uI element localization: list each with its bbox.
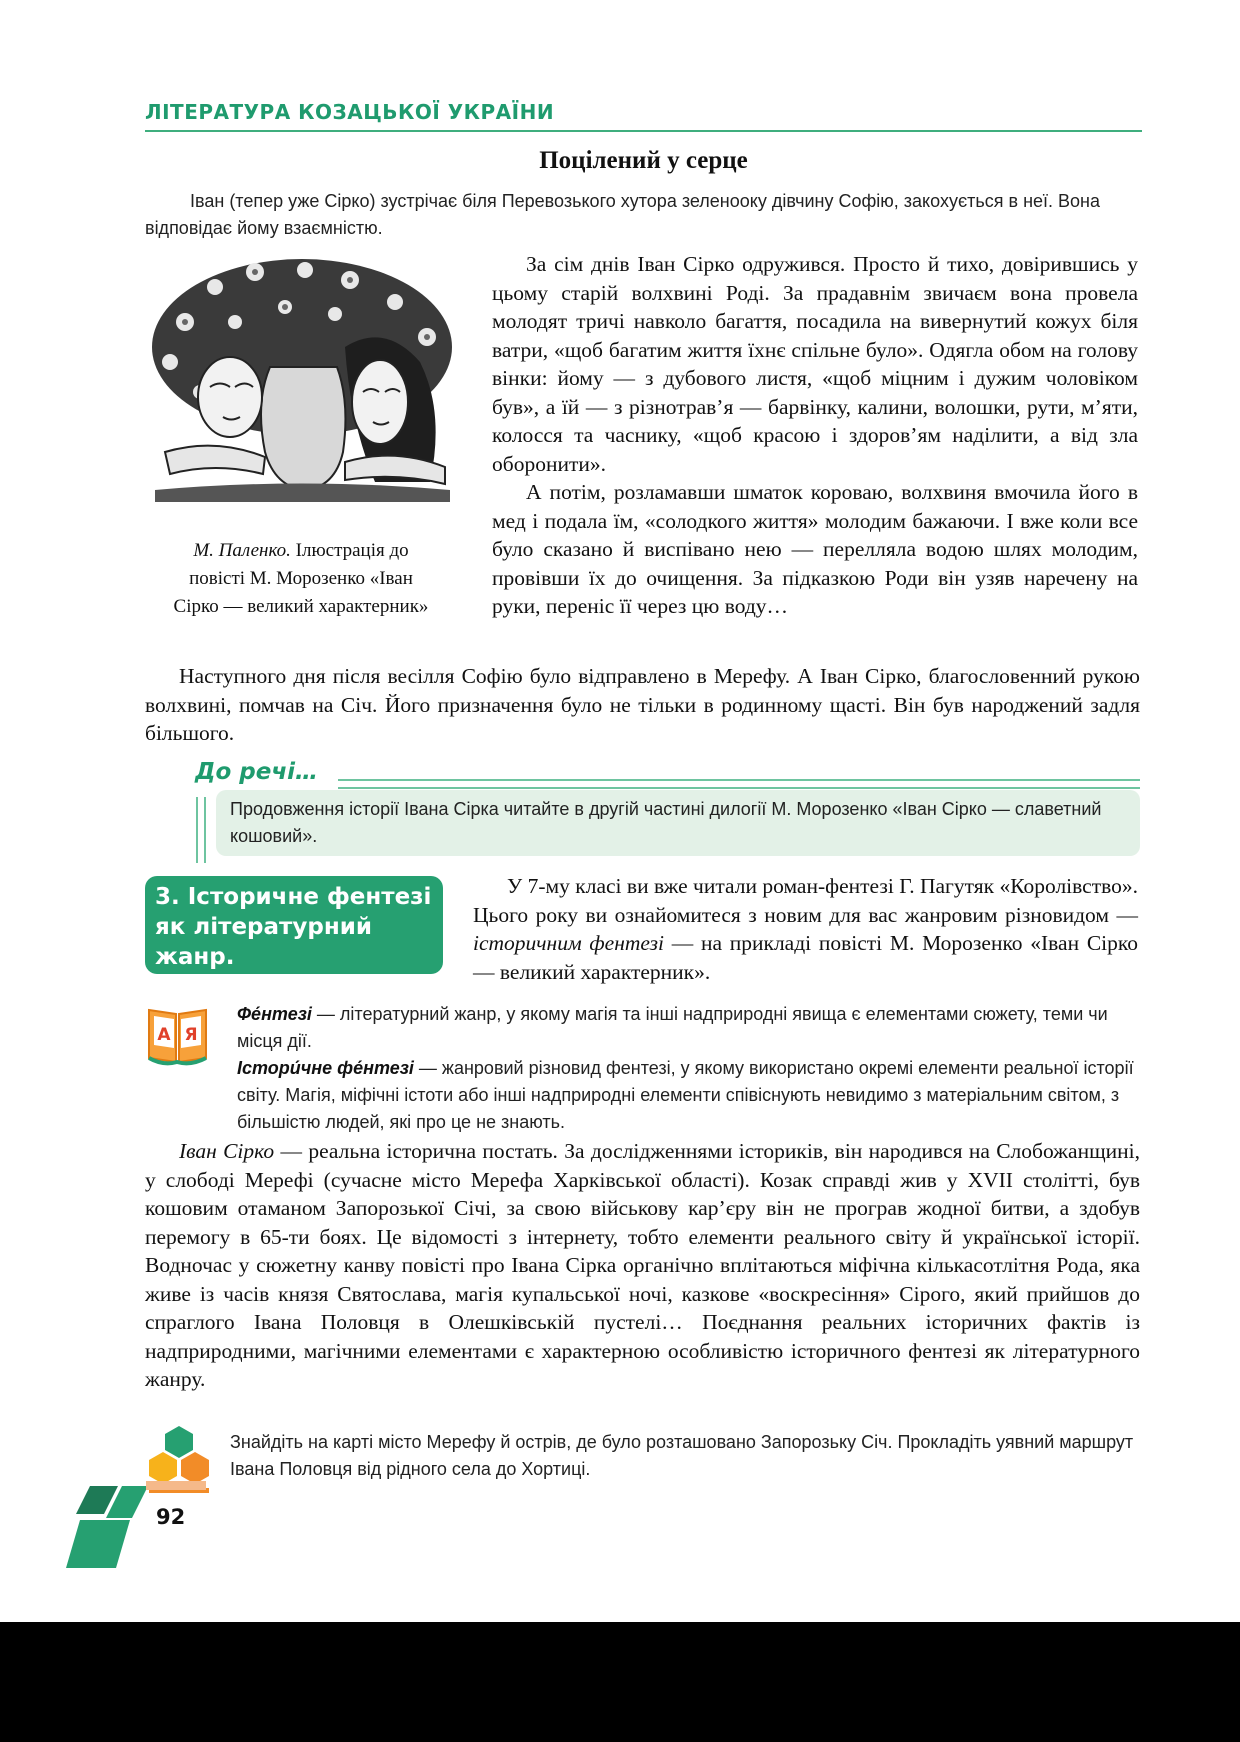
definition-item [237, 1055, 1140, 1136]
header-rule [145, 130, 1142, 132]
intro-emphasis: історичним фентезі [473, 931, 665, 955]
definition-text: — жанровий різновид фентезі, у якому використано окремі елементи реальної історії світу. Магія, міфічні істоти або інші надприродні елементи співіснують невидимо з матеріальним світом, з більшістю людей, які про це не знають. [237, 1058, 1134, 1132]
story-column [492, 250, 1138, 621]
caption-author: М. Паленко. [193, 540, 291, 561]
note-title: До речі… [195, 759, 319, 785]
caption-text: Ілюстрація до повісті М. Морозенко «Іван Сірко — великий характерник» [173, 540, 429, 617]
main-paragraph-block [145, 1137, 1140, 1394]
definition-text: — літературний жанр, у якому магія та інші надприродні явища є елементами сюжету, теми чи місця дії. [237, 1004, 1108, 1051]
chapter-summary: Іван (тепер уже Сірко) зустрічає біля Перевозького хутора зеленооку дівчину Софію, закохується в неї. Вона відповідає йому взаємністю. [145, 191, 1100, 238]
note-text: Продовження історії Івана Сірка читайте в другій частині дилогії М. Морозенко «Іван Сірко — славетний кошовий». [230, 799, 1102, 846]
note-box [216, 790, 1140, 856]
main-emphasis: Іван Сірко [179, 1139, 275, 1163]
page-number: 92 [156, 1505, 186, 1529]
main-paragraph [145, 1137, 1140, 1394]
illustration-couple-flowers [145, 252, 460, 514]
running-header-title: ЛІТЕРАТУРА КОЗАЦЬКОЇ УКРАЇНИ [145, 100, 555, 124]
story-paragraph-2: А потім, розламавши шматок короваю, волхвиня вмочила його в мед і подала їм, «солодкого життя» молодим бажаючи. І вже коли все було сказано й виспівано нею — перелляла водою шлях молодим, провівши їх до очищення. За підказкою Роди він узяв наречену на руки, переніс її через цю воду… [492, 480, 1138, 618]
intro-text-b: — на прикладі повісті М. Морозенко «Іван Сірко — великий характерник». [473, 931, 1138, 984]
dictionary-book-icon [145, 1004, 210, 1066]
definitions [237, 1001, 1140, 1136]
main-text: — реальна історична постать. За дослідженнями істориків, він народився на Слобожанщині, у слободі Мерефі (сучасне місто Мерефа Харківської області). Козак справді жив у XVII столітті, був кошовим отаманом Запорозької Січі, за свою військову кар’єру він не програв жодної битви, а здобув перемогу в 65-ти боях. Це відомості з інтернету, тобто елементи реального світу й української історії. Водночас у сюжетну канву повісті про Івана Сірка органічно вплітаються міфічна кількасотлітня Рода, яка живе із часів князя Святослава, магія купальської ночі, казкове «воскресіння» Сірого, який прийшов до спраглого Івана Половця в Олешківській пустелі… Поєднання реальних історичних фактів із надприродними, магічними елементами є характерною особливістю історичного фентезі як літературного жанру. [145, 1139, 1140, 1391]
intro-paragraph [473, 872, 1138, 986]
section-3-intro [473, 872, 1138, 986]
note-rule [338, 779, 1140, 789]
svg-text:А: А [157, 1025, 171, 1045]
definition-item [237, 1001, 1140, 1055]
section-3-heading: 3. Історичне фентезі як літературний жанр. [145, 876, 443, 974]
illustration-caption [165, 537, 437, 621]
running-header [145, 100, 1142, 124]
section-title: Поцілений у серце [539, 147, 748, 174]
story-paragraph-1: За сім днів Іван Сірко одружився. Просто й тихо, довірившись у цьому старій волхвині Роді. За прадавнім звичаєм вона провела молодят тричі навколо багаття, посадила на вивернутий кожух біля ватри, «щоб багатим життя їхнє спільне було». Одягла обом на голову вінки: йому — з дубового листя, «щоб міцним і дужим чоловіком був», а їй — з різнотрав’я — барвінку, калини, волошки, рути, м’яти, колосся та часнику, «щоб красою і здоров’ям наділити, а від зла оборонити». [492, 252, 1138, 476]
intro-text-a: У 7-му класі ви вже читали роман-фентезі Г. Пагутяк «Королівство». Цього року ви ознайомитеся з новим для вас жанровим різновидом — [473, 874, 1138, 927]
definition-term: Істори́чне фе́нтезі [237, 1058, 414, 1078]
page-corner-decoration [60, 1480, 210, 1570]
svg-text:Я: Я [184, 1025, 198, 1045]
story-paragraph-3: Наступного дня після весілля Софію було відправлено в Мерефу. А Іван Сірко, благословенний рукою волхвині, помчав на Січ. Його призначення було не тільки в родинному щасті. Він був народжений задля більшого. [145, 664, 1140, 745]
note-side-bars [196, 797, 206, 863]
task-text: Знайдіть на карті місто Мерефу й острів, де було розташовано Запорозьку Січ. Прокладіть уявний маршрут Івана Половця від рідного села до Хортиці. [230, 1432, 1134, 1479]
definition-term: Фе́нтезі [237, 1004, 312, 1024]
story-continuation [145, 662, 1140, 748]
